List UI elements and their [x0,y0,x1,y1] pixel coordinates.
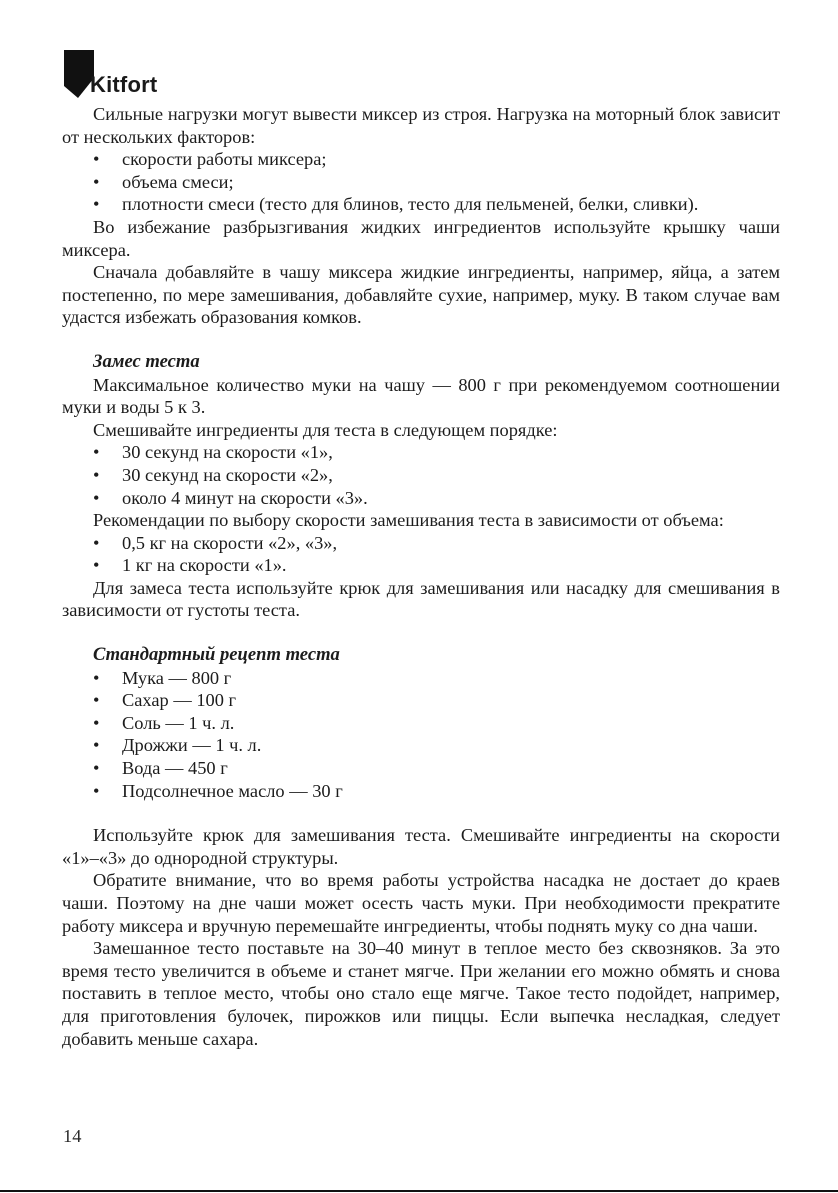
ingredients-list [62,667,780,803]
list-item: • 0,5 кг на скорости «2», «3», [62,532,780,555]
list-item: • 1 кг на скорости «1». [62,554,780,577]
list-item: • Мука — 800 г [62,667,780,690]
list-item: • Сахар — 100 г [62,689,780,712]
page-content [62,103,780,1050]
paragraph: Рекомендации по выбору скорости замешивания теста в зависимости от объема: [93,510,724,531]
page-number: 14 [63,1126,82,1146]
paragraph: Обратите внимание, что во время работы устройства насадка не достает до краев чаши. Поэтому на дне чаши может осесть часть муки. При необходимости прекратите работу миксера и вручную перемешайте ингредиенты, чтобы поднять муку со дна чаши. [62,870,780,936]
speed-list [62,532,780,577]
paragraph: Во избежание разбрызгивания жидких ингредиентов используйте крышку чаши миксера. [62,216,780,260]
section-heading: Стандартный рецепт теста [93,644,340,666]
list-item: • Соль — 1 ч. л. [62,712,780,735]
list-item: • Вода — 450 г [62,757,780,780]
brand-logo [62,50,202,102]
list-item: • Подсолнечное масло — 30 г [62,780,780,803]
brand-name: Kitfort [90,72,158,97]
paragraph: Сначала добавляйте в чашу миксера жидкие ингредиенты, например, яйца, а затем постепенно, по мере замешивания, добавляйте сухие, например, муку. В таком случае вам удастся избежать образования комков. [62,262,780,328]
order-list [62,441,780,509]
factors-list [62,148,780,216]
paragraph: Сильные нагрузки могут вывести миксер из строя. Нагрузка на моторный блок зависит от нескольких факторов: [62,104,780,147]
section-heading: Замес теста [93,350,200,372]
bottom-border [0,1190,838,1192]
paragraph: Смешивайте ингредиенты для теста в следующем порядке: [93,419,558,440]
paragraph: Используйте крюк для замешивания теста. Смешивайте ингредиенты на скорости «1»–«3» до однородной структуры. [62,825,780,868]
list-item: • 30 секунд на скорости «1», [62,441,780,464]
paragraph: Для замеса теста используйте крюк для замешивания или насадку для смешивания в зависимости от густоты теста. [62,577,780,621]
list-item: • Дрожжи — 1 ч. л. [62,734,780,757]
list-item: • 30 секунд на скорости «2», [62,464,780,487]
paragraph: Максимальное количество муки на чашу — 800 г при рекомендуемом соотношении муки и воды 5 к 3. [62,374,780,418]
list-item: • скорости работы миксера; [62,148,780,171]
list-item: • около 4 минут на скорости «3». [62,487,780,510]
list-item: • объема смеси; [62,171,780,194]
paragraph: Замешанное тесто поставьте на 30–40 минут в теплое место без сквозняков. За это время тесто увеличится в объеме и станет мягче. При желании его можно обмять и снова поставить в теплое место, чтобы оно стало еще мягче. Такое тесто подойдет, например, для приготовления булочек, пирожков или пиццы. Если выпечка несладкая, следует добавить меньше сахара. [62,938,780,1049]
list-item: • плотности смеси (тесто для блинов, тесто для пельменей, белки, сливки). [62,193,780,216]
